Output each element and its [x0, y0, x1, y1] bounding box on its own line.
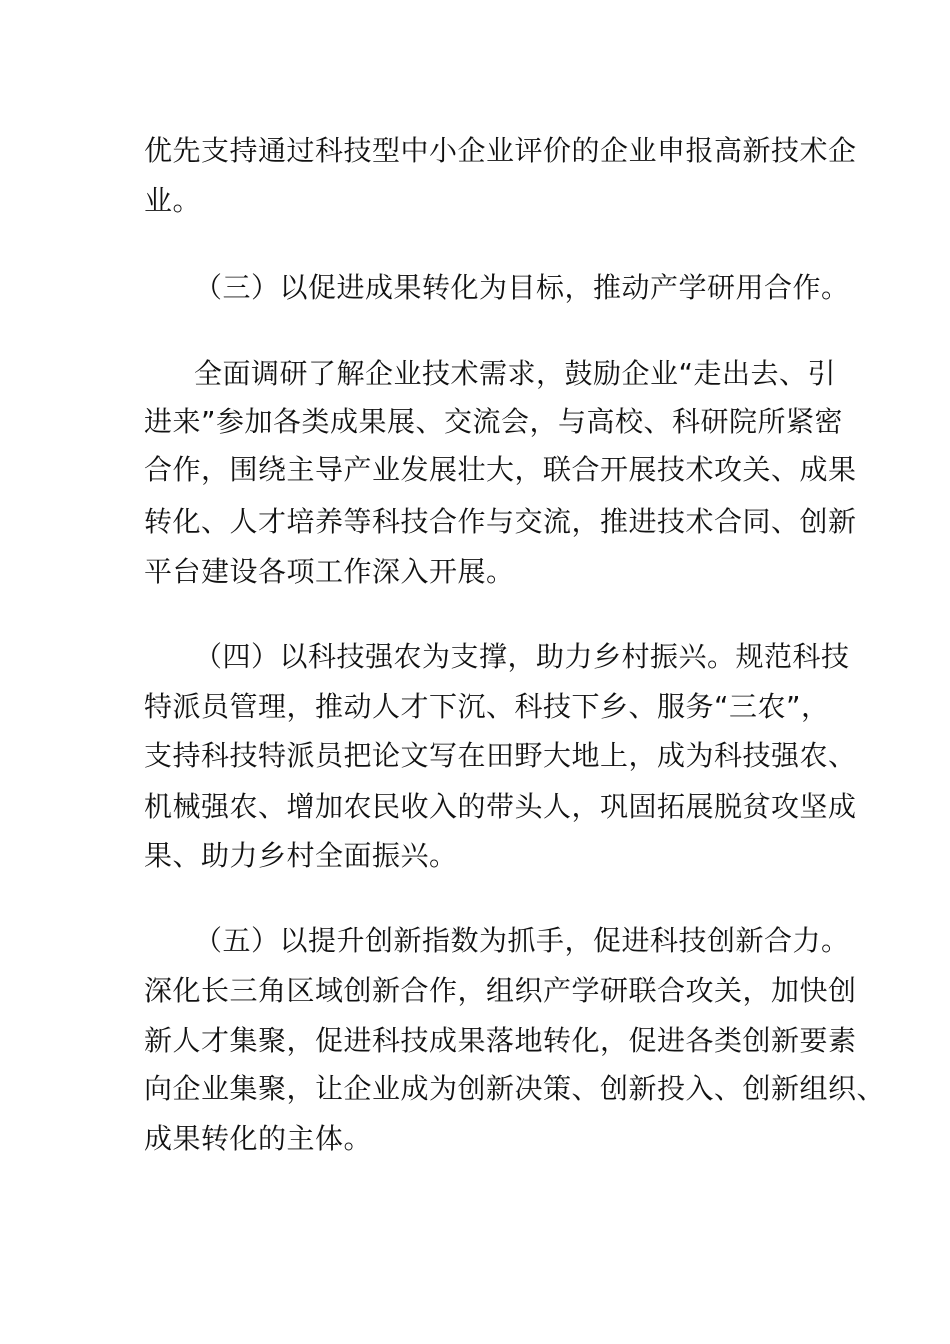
text-line: 进来”参加各类成果展、交流会，与高校、科研院所紧密: [144, 405, 844, 438]
section-heading-3: （三）以促进成果转化为目标，推动产学研用合作。: [194, 271, 850, 304]
text-line: 平台建设各项工作深入开展。: [144, 555, 515, 588]
text-line: （四）以科技强农为支撑，助力乡村振兴。规范科技: [194, 640, 850, 673]
text-line: 特派员管理，推动人才下沉、科技下乡、服务“三农”，: [144, 690, 830, 723]
text-line: 合作，围绕主导产业发展壮大，联合开展技术攻关、成果: [144, 453, 857, 486]
text-line: 新人才集聚，促进科技成果落地转化，促进各类创新要素: [144, 1024, 857, 1057]
text-line: 向企业集聚，让企业成为创新决策、创新投入、创新组织、: [144, 1072, 886, 1105]
text-line: 转化、人才培养等科技合作与交流，推进技术合同、创新: [144, 505, 857, 538]
text-line: 深化长三角区域创新合作，组织产学研联合攻关，加快创: [144, 974, 857, 1007]
text-line: 优先支持通过科技型中小企业评价的企业申报高新技术企: [144, 134, 857, 167]
text-line: 机械强农、增加农民收入的带头人，巩固拓展脱贫攻坚成: [144, 790, 857, 823]
text-line: 果、助力乡村全面振兴。: [144, 839, 458, 872]
text-line: 业。: [144, 184, 202, 217]
text-line: 全面调研了解企业技术需求，鼓励企业“走出去、引: [194, 357, 837, 390]
text-line: 成果转化的主体。: [144, 1122, 373, 1155]
text-line: 支持科技特派员把论文写在田野大地上，成为科技强农、: [144, 739, 857, 772]
text-line: （五）以提升创新指数为抓手，促进科技创新合力。: [194, 924, 850, 957]
